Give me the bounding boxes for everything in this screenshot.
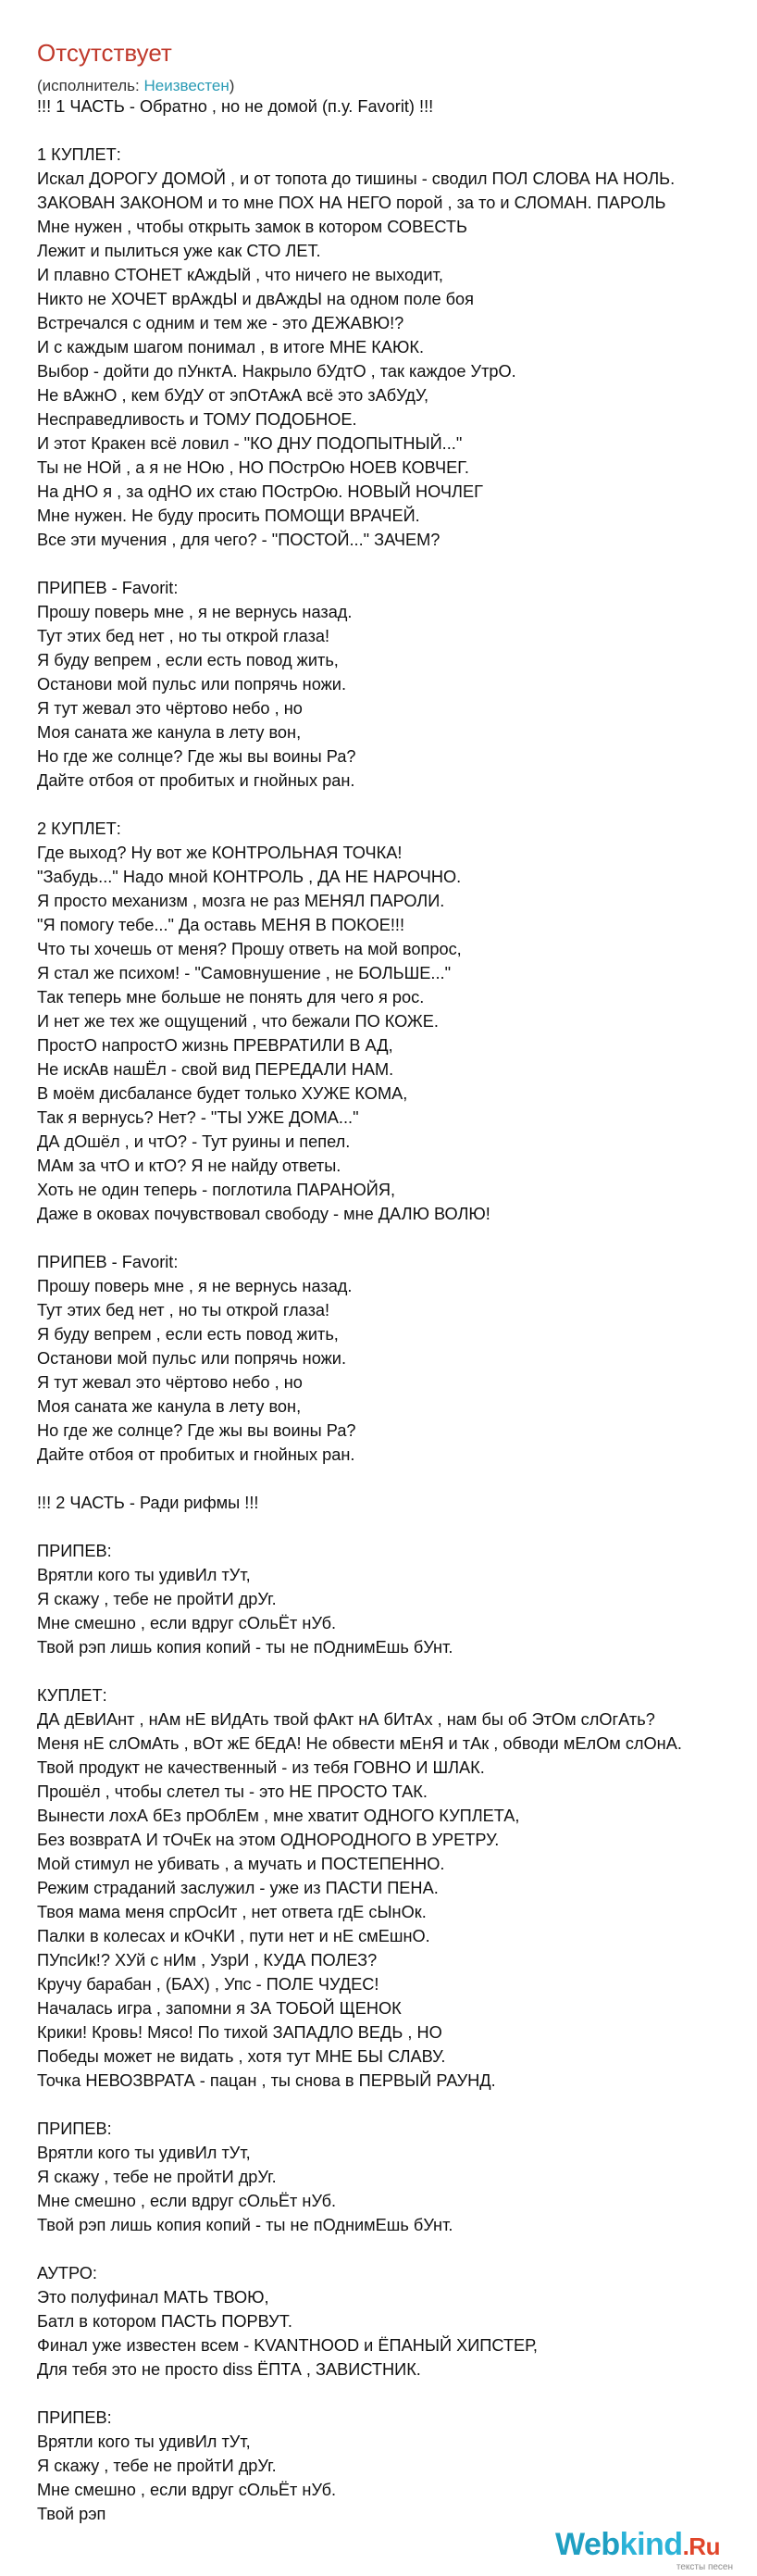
lyrics-line: Даже в оковах почувствовал свободу - мне ДАЛЮ ВОЛЮ! [37,1205,490,1223]
lyrics-line: На дНО я , за одНО их стаю ПОстрОю. НОВЫЙ НОЧЛЕГ [37,482,483,501]
lyrics-line: Но где же солнце? Где жы вы воины Ра? [37,747,356,766]
lyrics-line: Твоя мама меня спрОсИт , нет ответа гдЕ сЫнОк. [37,1903,427,1921]
song-title: Отсутствует [37,39,172,67]
lyrics-line: Я просто механизм , мозга не раз МЕНЯЛ ПАРОЛИ. [37,892,445,910]
lyrics-line: 1 КУПЛЕТ: [37,145,121,164]
lyrics-line: И нет же тех же ощущений , что бежали ПО КОЖЕ. [37,1012,439,1031]
lyrics-blank-line [37,1226,757,1250]
lyrics-line: Тут этих бед нет , но ты открой глаза! [37,627,330,645]
lyrics-blank-line [37,1659,757,1683]
lyrics-line: Тут этих бед нет , но ты открой глаза! [37,1301,330,1319]
lyrics-line: МАм за чтО и ктО? Я не найду ответы. [37,1157,341,1175]
lyrics-line: Твой рэп [37,2505,106,2523]
lyrics-line: Без возвратА И тОчЕк на этом ОДНОРОДНОГО В УРЕТРУ. [37,1831,500,1849]
lyrics-line: Моя саната же канула в лету вон, [37,723,302,742]
lyrics-line: Прошу поверь мне , я не вернусь назад. [37,603,353,621]
lyrics-line: "Я помогу тебе..." Да оставь МЕНЯ В ПОКОЕ!!! [37,916,404,934]
lyrics-line: КУПЛЕТ: [37,1686,107,1705]
lyrics-line: Началась игра , запомни я ЗА ТОБОЙ ЩЕНОК [37,1999,402,2018]
lyrics-line: Вынести лохА бЕз прОблЕм , мне хватит ОДНОГО КУПЛЕТА, [37,1807,520,1825]
lyrics-line: Врятли кого ты удивИл тУт, [37,2144,251,2162]
lyrics-line: Ты не НОй , а я не НОю , НО ПОстрОю НОЕВ КОВЧЕГ. [37,458,469,477]
lyrics-line: ПростО напростО жизнь ПРЕВРАТИЛИ В АД, [37,1036,393,1055]
lyrics-line: Я скажу , тебе не пройтИ дрУг. [37,1590,277,1608]
lyrics-line: Точка НЕВОЗВРАТА - пацан , ты снова в ПЕРВЫЙ РАУНД. [37,2071,496,2090]
lyrics-line: В моём дисбалансе будет только ХУЖЕ КОМА, [37,1084,408,1103]
lyrics-blank-line [37,1467,757,1491]
lyrics-line: Искал ДОРОГУ ДОМОЙ , и от топота до тишины - сводил ПОЛ СЛОВА НА НОЛЬ. [37,169,676,188]
lyrics-line: Останови мой пульс или попрячь ножи. [37,675,347,694]
lyrics-line: Что ты хочешь от меня? Прошу ответь на мой вопрос, [37,940,462,958]
lyrics-line: Все эти мучения , для чего? - "ПОСТОЙ..." ЗАЧЕМ? [37,531,441,549]
lyrics-line: Хоть не один теперь - поглотила ПАРАНОЙЯ, [37,1181,396,1199]
performer-link[interactable]: Неизвестен [143,77,230,94]
lyrics-line: !!! 1 ЧАСТЬ - Обратно , но не домой (п.у. Favorit) !!! [37,97,434,116]
lyrics-line: ПРИПЕВ - Favorit: [37,1253,179,1271]
lyrics-line: Но где же солнце? Где жы вы воины Ра? [37,1421,356,1440]
lyrics-line: ПРИПЕВ: [37,1542,112,1560]
lyrics-line: Так я вернусь? Нет? - "ТЫ УЖЕ ДОМА..." [37,1108,359,1127]
lyrics-line: Дайте отбоя от пробитых и гнойных ран. [37,771,355,790]
lyrics-line: И плавно СТОНЕТ кАждЫй , что ничего не выходит, [37,266,443,284]
lyrics-line: Я скажу , тебе не пройтИ дрУг. [37,2168,277,2186]
lyrics-line: АУТРО: [37,2264,97,2282]
lyrics-line: Моя саната же канула в лету вон, [37,1397,302,1416]
lyrics-blank-line [37,793,757,817]
lyrics-blank-line [37,1515,757,1539]
lyrics-line: Я тут жевал это чёртово небо , но [37,1373,303,1392]
lyrics-line: Режим страданий заслужил - уже из ПАСТИ ПЕНА. [37,1879,439,1897]
lyrics-line: Выбор - дойти до пУнктА. Накрыло бУдтО , так каждое УтрО. [37,362,516,381]
performer-suffix: ) [229,77,235,94]
lyrics-line: Так теперь мне больше не понять для чего я рос. [37,988,425,1007]
lyrics-line: "Забудь..." Надо мной КОНТРОЛЬ , ДА НЕ НАРОЧНО. [37,868,462,886]
lyrics-line: Несправедливость и ТОМУ ПОДОБНОЕ. [37,410,357,429]
lyrics-line: Для тебя это не просто diss ЁПТА , ЗАВИСТНИК. [37,2360,421,2379]
lyrics-line: Врятли кого ты удивИл тУт, [37,2432,251,2451]
lyrics-line: ДА дЕвИАнт , нАм нЕ вИдАть твой фАкт нА бИтАх , нам бы об ЭтОм слОгАть? [37,1710,655,1729]
lyrics-line: Встречался с одним и тем же - это ДЕЖАВЮ!? [37,314,404,332]
lyrics-line: Мне нужен , чтобы открыть замок в котором СОВЕСТЬ [37,218,467,236]
lyrics-line: И с каждым шагом понимал , в итоге МНЕ КАЮК. [37,338,425,356]
lyrics-line: Я скажу , тебе не пройтИ дрУг. [37,2457,277,2475]
lyrics-line: И этот Кракен всё ловил - "КО ДНУ ПОДОПЫТНЫЙ..." [37,434,463,453]
lyrics-line: Кручу барабан , (БАХ) , Упс - ПОЛЕ ЧУДЕС! [37,1975,379,1994]
logo-wordmark [555,2528,740,2563]
lyrics-line: Мне смешно , если вдруг сОльЁт нУб. [37,2192,337,2210]
lyrics-line: Мне нужен. Не буду просить ПОМОЩИ ВРАЧЕЙ. [37,506,420,525]
lyrics-line: Батл в котором ПАСТЬ ПОРВУТ. [37,2312,292,2331]
lyrics-line: ПУпсИк!? ХУй с нИм , УзрИ , КУДА ПОЛЕЗ? [37,1951,378,1970]
lyrics-line: Останови мой пульс или попрячь ножи. [37,1349,347,1368]
lyrics-line: Прошёл , чтобы слетел ты - это НЕ ПРОСТО ТАК. [37,1782,428,1801]
lyrics-line: Мне смешно , если вдруг сОльЁт нУб. [37,1614,337,1632]
lyrics-line: Мне смешно , если вдруг сОльЁт нУб. [37,2481,337,2499]
lyrics-line: 2 КУПЛЕТ: [37,819,121,838]
lyrics-line: Палки в колесах и кОчКИ , пути нет и нЕ смЕшнО. [37,1927,430,1945]
lyrics-line: Я буду вепрем , если есть повод жить, [37,1325,339,1344]
lyrics-line: Крики! Кровь! Мясо! По тихой ЗАПАДЛО ВЕДЬ , НО [37,2023,442,2042]
lyrics-text [37,94,757,2526]
lyrics-line: Я тут жевал это чёртово небо , но [37,699,303,718]
lyrics-line: Твой продукт не качественный - из тебя ГОВНО И ШЛАК. [37,1758,485,1777]
logo-web: Web [555,2527,620,2562]
lyrics-line: Мой стимул не убивать , а мучать и ПОСТЕПЕННО. [37,1855,445,1873]
lyrics-line: ЗАКОВАН ЗАКОНОМ и то мне ПОХ НА НЕГО порой , за то и СЛОМАН. ПАРОЛЬ [37,194,666,212]
logo-ru: .Ru [682,2532,720,2560]
lyrics-line: Это полуфинал МАТЬ ТВОЮ, [37,2288,269,2307]
lyrics-blank-line [37,2382,757,2406]
lyrics-line: Не искАв нашЁл - свой вид ПЕРЕДАЛИ НАМ. [37,1060,394,1079]
lyrics-line: Твой рэп лишь копия копий - ты не пОднимЕшь бУнт. [37,1638,453,1657]
lyrics-line: Победы может не видать , хотя тут МНЕ БЫ СЛАВУ. [37,2047,446,2066]
lyrics-line: Не вАжнО , кем бУдУ от эпОтАжА всё это зАбУдУ, [37,386,429,405]
logo-tagline: тексты песен [676,2562,733,2572]
lyrics-line: Прошу поверь мне , я не вернусь назад. [37,1277,353,1295]
webkind-logo[interactable] [555,2528,740,2570]
lyrics-blank-line [37,119,757,143]
song-header [37,37,738,98]
lyrics-line: Финал уже известен всем - KVANTHOOD и ЁПАНЫЙ ХИПСТЕР, [37,2336,538,2355]
lyrics-blank-line [37,2093,757,2117]
lyrics-line: !!! 2 ЧАСТЬ - Ради рифмы !!! [37,1494,259,1512]
lyrics-line: ПРИПЕВ: [37,2408,112,2427]
lyrics-blank-line [37,552,757,576]
lyrics-line: Где выход? Ну вот же КОНТРОЛЬНАЯ ТОЧКА! [37,844,403,862]
lyrics-line: Меня нЕ слОмАть , вОт жЕ бЕдА! Не обвести мЕнЯ и тАк , обводи мЕлОм слОнА. [37,1734,682,1753]
lyrics-line: ДА дОшёл , и чтО? - Тут руины и пепел. [37,1132,351,1151]
lyrics-line: ПРИПЕВ: [37,2120,112,2138]
logo-kind: kind [619,2527,683,2562]
lyrics-line: Я стал же психом! - "Самовнушение , не БОЛЬШЕ..." [37,964,452,982]
lyrics-line: ПРИПЕВ - Favorit: [37,579,179,597]
lyrics-line: Врятли кого ты удивИл тУт, [37,1566,251,1584]
lyrics-line: Я буду вепрем , если есть повод жить, [37,651,339,669]
lyrics-blank-line [37,2237,757,2261]
performer-prefix: (исполнитель: [37,77,144,94]
lyrics-line: Дайте отбоя от пробитых и гнойных ран. [37,1445,355,1464]
lyrics-line: Лежит и пылиться уже как СТО ЛЕТ. [37,242,321,260]
lyrics-line: Твой рэп лишь копия копий - ты не пОднимЕшь бУнт. [37,2216,453,2234]
lyrics-line: Никто не ХОЧЕТ врАждЫ и двАждЫ на одном поле боя [37,290,475,308]
